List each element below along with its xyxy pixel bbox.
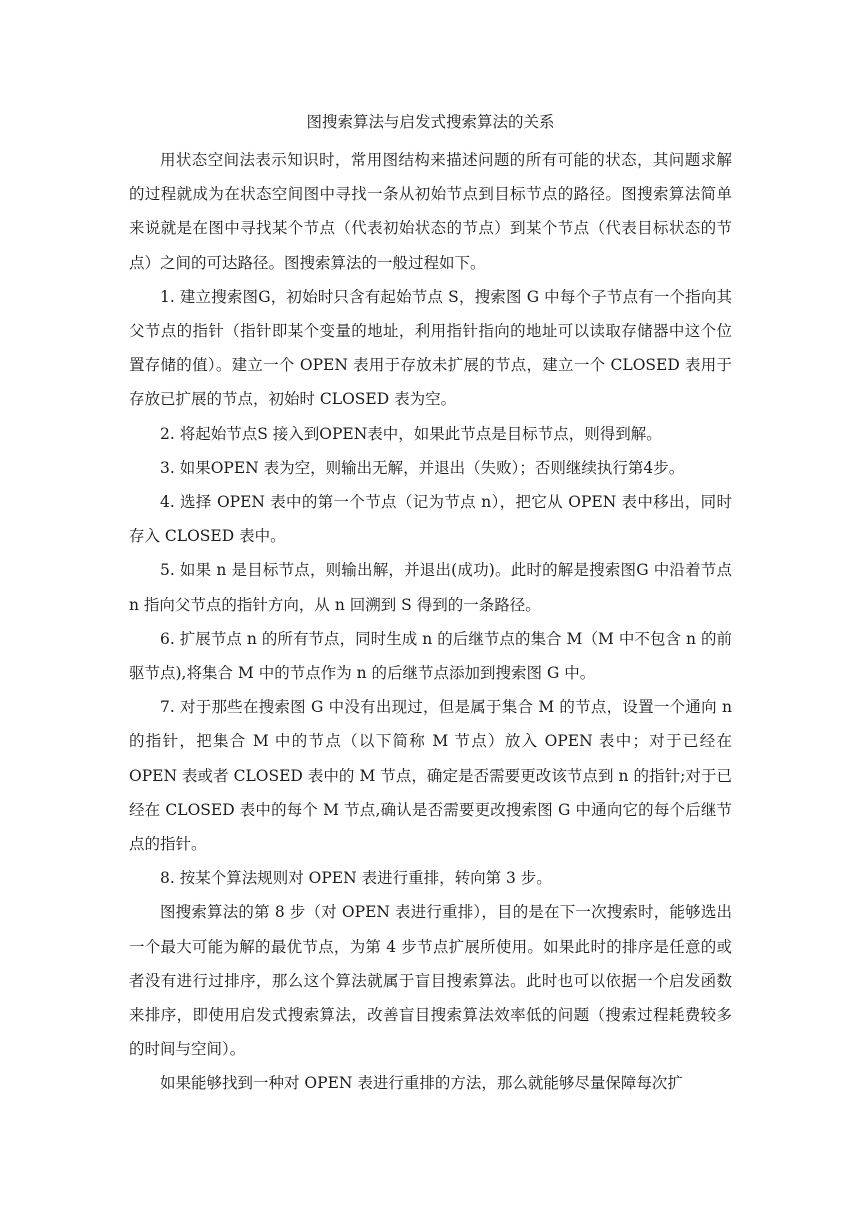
paragraph-step-3: 3. 如果OPEN 表为空，则输出无解，并退出（失败）；否则继续执行第4步。 — [160, 458, 685, 477]
document-page — [129, 110, 732, 1101]
paragraph-discussion: 图搜索算法的第 8 步（对 OPEN 表进行重排），目的是在下一次搜索时，能够选出一个最大可能为解的最优节点，为第 4 步节点扩展所使用。如果此时的排序是任意的或者没有进行过排序，那么这个算法就属于盲目搜索算法。此时也可以依据一个启发函数来排序，即使用启发式搜索算法，改善盲目搜索算法效率低的问题（搜索过程耗费较多的时间与空间）。 — [129, 903, 732, 1059]
paragraph-step-8: 8. 按某个算法规则对 OPEN 表进行重排，转向第 3 步。 — [160, 869, 552, 888]
paragraph-intro: 用状态空间法表示知识时，常用图结构来描述问题的所有可能的状态，其问题求解的过程就成为在状态空间图中寻找一条从初始节点到目标节点的路径。图搜索算法简单来说就是在图中寻找某个节点（代表初始状态的节点）到某个节点（代表目标状态的节点）之间的可达路径。图搜索算法的一般过程如下。 — [129, 151, 732, 272]
paragraph-step-5: 5. 如果 n 是目标节点，则输出解，并退出(成功)。此时的解是搜索图G 中沿着节点 n 指向父节点的指针方向，从 n 回溯到 S 得到的一条路径。 — [129, 561, 732, 614]
paragraph-step-6: 6. 扩展节点 n 的所有节点，同时生成 n 的后继节点的集合 M（M 中不包含 n 的前驱节点),将集合 M 中的节点作为 n 的后继节点添加到搜索图 G 中。 — [129, 629, 732, 683]
paragraph-step-2: 2. 将起始节点S 接入到OPEN表中，如果此节点是目标节点，则得到解。 — [160, 424, 662, 443]
paragraph-step-1: 1. 建立搜索图G，初始时只含有起始节点 S，搜索图 G 中每个子节点有一个指向其父节点的指针（指针即某个变量的地址，利用指针指向的地址可以读取存储器中这个位置存储的值）。建立一个 OPEN 表用于存放未扩展的节点，建立一个 CLOSED 表用于存放已扩展的节点，初始时 CLOSED 表为空。 — [129, 287, 732, 409]
paragraph-step-7: 7. 对于那些在搜索图 G 中没有出现过，但是属于集合 M 的节点，设置一个通向 n 的指针，把集合 M 中的节点（以下简称 M 节点）放入 OPEN 表中；对于已经在 OPEN 表或者 CLOSED 表中的 M 节点，确定是否需要更改该节点到 n 的指针;对于已经在 CLOSED 表中的每个 M 节点,确认是否需要更改搜索图 G 中通向它的每个后继节点的指针。 — [129, 698, 732, 854]
document-title: 图搜索算法与启发式搜索算法的关系 — [306, 113, 555, 131]
paragraph-step-4: 4. 选择 OPEN 表中的第一个节点（记为节点 n），把它从 OPEN 表中移出，同时存入 CLOSED 表中。 — [129, 493, 732, 546]
paragraph-continuation: 如果能够找到一种对 OPEN 表进行重排的方法，那么就能够尽量保障每次扩 — [160, 1074, 683, 1093]
